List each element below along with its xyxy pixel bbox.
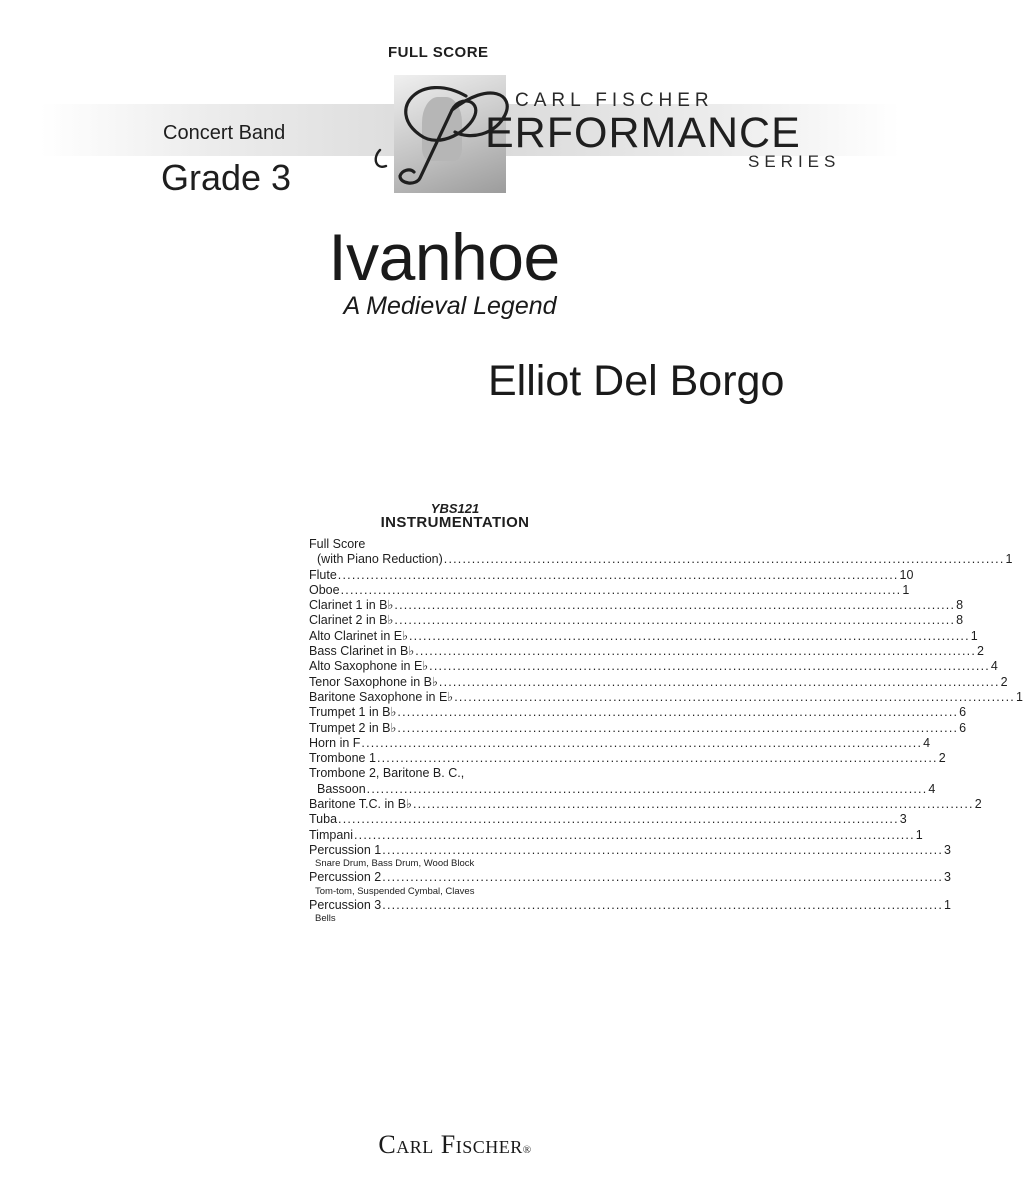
grade-label: Grade 3 [161, 157, 292, 198]
instrument-name: Oboe [309, 582, 340, 597]
instrument-row [309, 812, 907, 827]
leader-dots: ........................................................................................................................ [338, 812, 899, 827]
instrument-name: Percussion 1 [309, 842, 382, 857]
instrument-row [309, 751, 946, 766]
instrument-quantity: 4 [928, 781, 936, 796]
instrument-name: Trombone 2, Baritone B. C., [309, 766, 465, 781]
instrument-quantity: 8 [956, 598, 964, 613]
instrument-row [309, 582, 910, 598]
instrument-row [309, 628, 978, 644]
instrument-quantity: 1 [915, 827, 923, 842]
instrument-row [309, 827, 923, 843]
instrument-row [309, 897, 951, 913]
composer-name: Elliot Del Borgo [488, 357, 785, 405]
instrument-quantity: 2 [977, 644, 984, 659]
instrument-name: Horn in F [309, 735, 361, 750]
instrument-group [309, 567, 1023, 767]
instrument-quantity: 6 [959, 720, 967, 735]
leader-dots: ........................................................................................................................ [394, 613, 956, 628]
instrument-name: Clarinet 1 in B♭ [309, 598, 394, 613]
instrument-group [309, 797, 982, 843]
leader-dots: ........................................................................................................................ [376, 751, 938, 766]
instrument-quantity: 4 [923, 735, 931, 750]
instrument-row [309, 797, 982, 812]
work-subtitle: A Medieval Legend [343, 292, 557, 320]
series-label-text: SERIES [748, 152, 841, 171]
instrument-quantity: 10 [899, 567, 914, 582]
catalog-number: YBS121 [430, 501, 480, 516]
instrument-row [309, 598, 964, 613]
instrument-name: Baritone Saxophone in E♭ [309, 689, 454, 704]
leader-dots: ........................................................................................................................ [394, 598, 956, 613]
leader-dots: ........................................................................................................................ [454, 689, 1015, 704]
instrument-quantity: 3 [944, 870, 951, 885]
instrument-quantity: 1 [1015, 689, 1023, 704]
instrument-name: Trombone 1 [309, 751, 376, 766]
instrument-name: Clarinet 2 in B♭ [309, 613, 394, 628]
leader-dots: ........................................................................................................................ [382, 842, 944, 857]
work-title: Ivanhoe [328, 220, 560, 294]
leader-dots: ........................................................................................................................ [438, 674, 1000, 689]
leader-dots: ........................................................................................................................ [361, 735, 923, 750]
full-score-label: FULL SCORE [388, 44, 489, 61]
leader-dots: ........................................................................................................................ [415, 644, 976, 659]
ensemble-label: Concert Band [163, 122, 286, 144]
instrumentation-list [309, 537, 1023, 925]
instrument-name: Flute [309, 567, 337, 582]
instrument-row [309, 842, 951, 858]
instrument-name: Tuba [309, 812, 338, 827]
instrument-name: Percussion 2 [309, 870, 382, 885]
instrument-row [309, 552, 1013, 567]
instrument-row [309, 644, 984, 659]
publisher-logo [0, 1130, 900, 1160]
instrument-name: Bass Clarinet in B♭ [309, 644, 415, 659]
instrument-name: Trumpet 1 in B♭ [309, 705, 397, 720]
leader-dots: ........................................................................................................................ [443, 552, 1005, 567]
instrument-quantity: 2 [1000, 674, 1008, 689]
leader-dots: ........................................................................................................................ [337, 567, 899, 582]
percussion-instruments-note: Tom-tom, Suspended Cymbal, Claves [315, 885, 475, 897]
instrument-row [309, 781, 936, 797]
instrument-quantity: 1 [1005, 552, 1013, 567]
percussion-instruments-note: Bells [315, 912, 336, 924]
registered-mark: ® [522, 1144, 532, 1156]
instrument-row [309, 659, 998, 674]
instrument-quantity: 4 [990, 659, 998, 674]
leader-dots: ........................................................................................................................ [409, 628, 970, 643]
instrument-quantity: 1 [944, 897, 951, 912]
percussion-group [309, 842, 951, 925]
instrument-quantity: 2 [938, 751, 946, 766]
instrument-row [309, 567, 914, 583]
leader-dots: ........................................................................................................................ [366, 781, 928, 796]
instrument-quantity: 1 [970, 628, 978, 643]
instrument-quantity: 2 [974, 797, 982, 812]
instrument-name: (with Piano Reduction) [317, 552, 443, 567]
instrument-row [309, 674, 1008, 690]
leader-dots: ........................................................................................................................ [340, 582, 902, 597]
instrument-name: Full Score [309, 537, 366, 551]
instrument-quantity: 8 [956, 613, 964, 628]
instrument-name: Percussion 3 [309, 897, 382, 912]
instrument-name: Baritone T.C. in B♭ [309, 797, 412, 812]
series-publisher-text: CARL FISCHER [515, 90, 714, 111]
instrument-row [309, 720, 967, 736]
instrument-quantity: 3 [944, 842, 951, 857]
instrument-name: Tenor Saxophone in B♭ [309, 674, 438, 689]
leader-dots: ........................................................................................................................ [382, 897, 944, 912]
instrument-name: Timpani [309, 827, 353, 842]
publisher-name: Carl Fischer [378, 1130, 523, 1159]
instrument-row [309, 689, 1023, 705]
instrument-quantity: 3 [899, 812, 907, 827]
instrument-quantity: 6 [959, 705, 967, 720]
instrument-name: Alto Clarinet in E♭ [309, 628, 408, 643]
percussion-instruments-note: Snare Drum, Bass Drum, Wood Block [315, 858, 475, 870]
instrument-row [309, 613, 964, 628]
instrument-row [309, 735, 931, 751]
leader-dots: ........................................................................................................................ [412, 797, 974, 812]
instrument-name: Alto Saxophone in E♭ [309, 659, 429, 674]
instrument-name: Trumpet 2 in B♭ [309, 720, 397, 735]
instrument-row [309, 870, 951, 885]
leader-dots: ........................................................................................................................ [397, 720, 959, 735]
leader-dots: ........................................................................................................................ [354, 827, 915, 842]
leader-dots: ........................................................................................................................ [382, 870, 944, 885]
leader-dots: ........................................................................................................................ [429, 659, 990, 674]
instrument-row [309, 705, 967, 720]
leader-dots: ........................................................................................................................ [397, 705, 959, 720]
instrument-quantity: 1 [902, 582, 910, 597]
series-name-text: ERFORMANCE [485, 109, 801, 157]
instrumentation-heading: INSTRUMENTATION [380, 514, 530, 531]
instrument-name: Bassoon [317, 781, 366, 796]
